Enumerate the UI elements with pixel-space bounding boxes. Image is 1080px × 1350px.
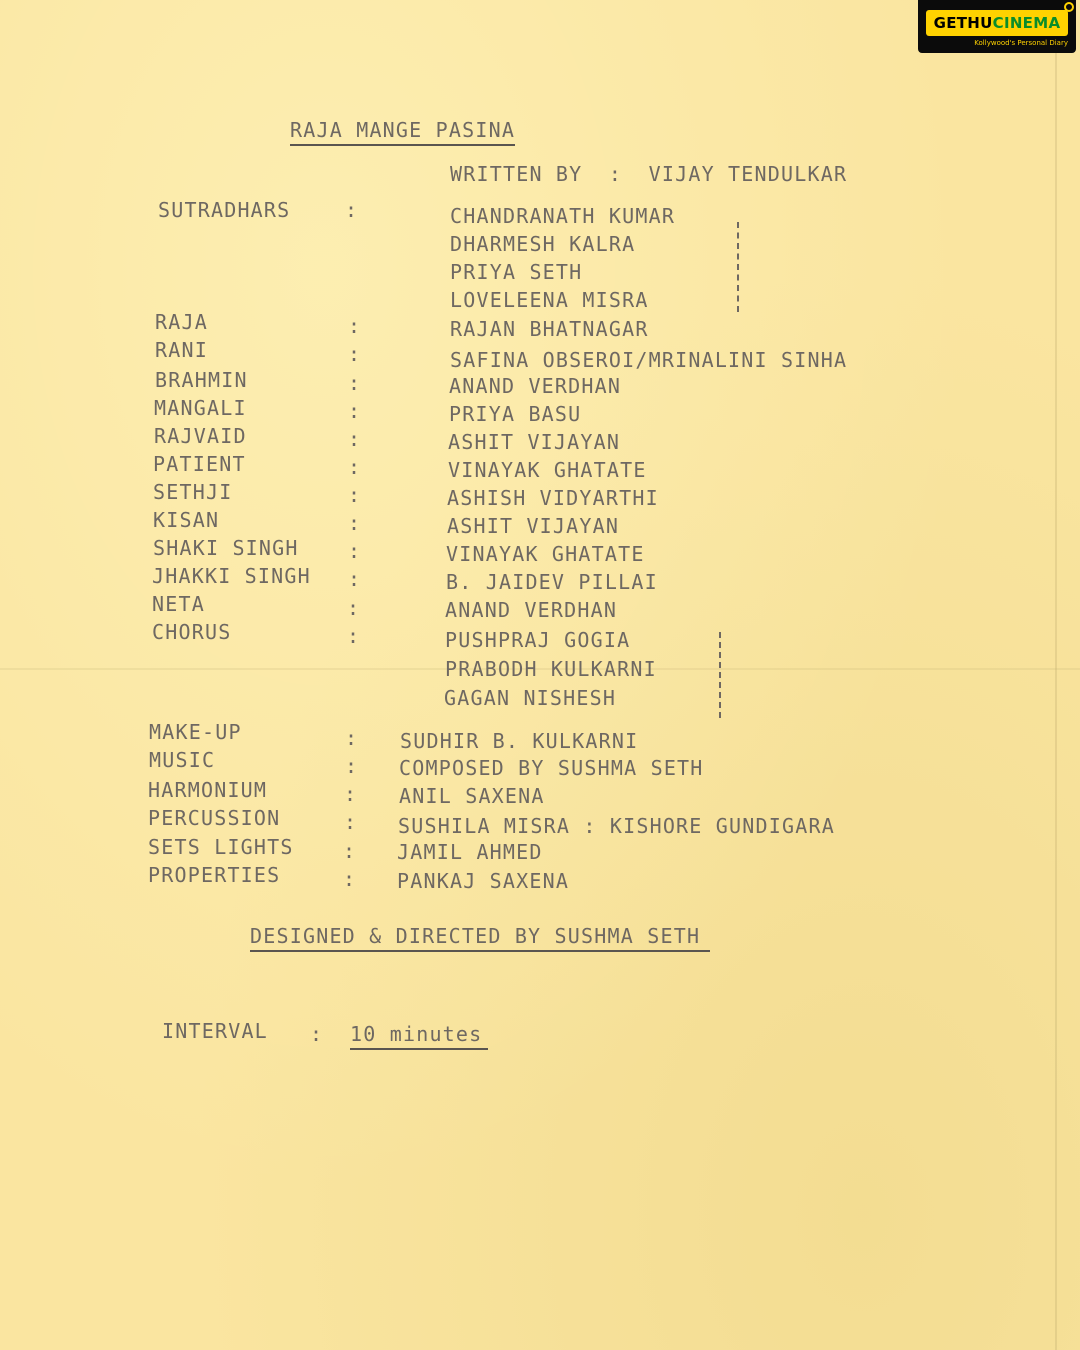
crew-role: SETS LIGHTS	[148, 835, 294, 859]
crew-role: HARMONIUM	[148, 778, 268, 802]
cast-role: SUTRADHARS	[158, 198, 291, 222]
cast-role: NETA	[152, 592, 205, 616]
cast-actor: VINAYAK GHATATE	[446, 542, 645, 566]
cast-sep: :	[347, 596, 361, 620]
crew-role: MUSIC	[149, 748, 216, 772]
paper-fold-vertical	[1055, 0, 1057, 1350]
group-bracket	[719, 632, 721, 718]
watermark-logo	[918, 0, 1076, 53]
cast-sep: :	[348, 371, 362, 395]
cast-actor: PRABODH KULKARNI	[445, 657, 657, 681]
group-bracket	[737, 222, 739, 312]
play-title: RAJA MANGE PASINA	[290, 118, 515, 146]
cast-actor: PUSHPRAJ GOGIA	[445, 628, 631, 652]
cast-actor: LOVELEENA MISRA	[450, 288, 649, 312]
cast-role: MANGALI	[154, 396, 247, 420]
cast-actor: ANAND VERDHAN	[445, 598, 618, 622]
cast-actor: VINAYAK GHATATE	[448, 458, 647, 482]
camera-icon	[1064, 2, 1074, 12]
cast-actor: ANAND VERDHAN	[449, 374, 622, 398]
crew-value: SUSHILA MISRA : KISHORE GUNDIGARA	[398, 814, 835, 838]
cast-sep: :	[348, 483, 362, 507]
watermark-tagline: Kollywood's Personal Diary	[974, 39, 1068, 47]
cast-actor: ASHIT VIJAYAN	[448, 430, 621, 454]
crew-sep: :	[345, 754, 359, 778]
cast-role: SHAKI SINGH	[153, 536, 299, 560]
cast-role: CHORUS	[152, 620, 232, 644]
crew-value: SUDHIR B. KULKARNI	[400, 729, 639, 753]
cast-sep: :	[347, 624, 361, 648]
crew-sep: :	[344, 782, 358, 806]
crew-value: ANIL SAXENA	[399, 784, 545, 808]
cast-role: JHAKKI SINGH	[152, 564, 311, 588]
crew-role: PERCUSSION	[148, 806, 281, 830]
crew-sep: :	[345, 726, 359, 750]
cast-role: RAJVAID	[154, 424, 247, 448]
cast-actor: GAGAN NISHESH	[444, 686, 617, 710]
crew-role: PROPERTIES	[148, 863, 281, 887]
watermark-brand	[926, 10, 1068, 36]
brand-right: CINEMA	[992, 14, 1061, 32]
cast-role: RANI	[155, 338, 208, 362]
cast-actor: CHANDRANATH KUMAR	[450, 204, 676, 228]
cast-sep: :	[345, 198, 359, 222]
cast-sep: :	[348, 539, 362, 563]
cast-actor: SAFINA OBSEROI/MRINALINI SINHA	[450, 348, 848, 372]
cast-actor: ASHISH VIDYARTHI	[447, 486, 659, 510]
cast-role: PATIENT	[153, 452, 246, 476]
crew-sep: :	[344, 810, 358, 834]
cast-actor: ASHIT VIJAYAN	[447, 514, 620, 538]
cast-actor: B. JAIDEV PILLAI	[446, 570, 658, 594]
interval-label: INTERVAL	[162, 1019, 268, 1043]
cast-role: RAJA	[155, 310, 208, 334]
cast-actor: DHARMESH KALRA	[450, 232, 636, 256]
cast-sep: :	[348, 567, 362, 591]
cast-sep: :	[348, 427, 362, 451]
crew-value: COMPOSED BY SUSHMA SETH	[399, 756, 704, 780]
crew-value: JAMIL AHMED	[397, 840, 543, 864]
crew-sep: :	[343, 867, 357, 891]
cast-actor: PRIYA BASU	[449, 402, 582, 426]
cast-sep: :	[348, 314, 362, 338]
cast-role: KISAN	[153, 508, 220, 532]
crew-sep: :	[343, 839, 357, 863]
cast-sep: :	[348, 342, 362, 366]
crew-value: PANKAJ SAXENA	[397, 869, 570, 893]
director-line: DESIGNED & DIRECTED BY SUSHMA SETH	[250, 924, 710, 952]
cast-sep: :	[348, 455, 362, 479]
interval-value: 10 minutes	[350, 1022, 488, 1050]
writer-line: WRITTEN BY : VIJAY TENDULKAR	[450, 162, 848, 186]
brand-left: GETHU	[933, 14, 993, 32]
cast-sep: :	[348, 511, 362, 535]
cast-actor: RAJAN BHATNAGAR	[450, 317, 649, 341]
cast-sep: :	[348, 399, 362, 423]
cast-role: SETHJI	[153, 480, 233, 504]
interval-sep: :	[310, 1022, 324, 1046]
crew-role: MAKE-UP	[149, 720, 242, 744]
cast-role: BRAHMIN	[155, 368, 248, 392]
cast-actor: PRIYA SETH	[450, 260, 583, 284]
